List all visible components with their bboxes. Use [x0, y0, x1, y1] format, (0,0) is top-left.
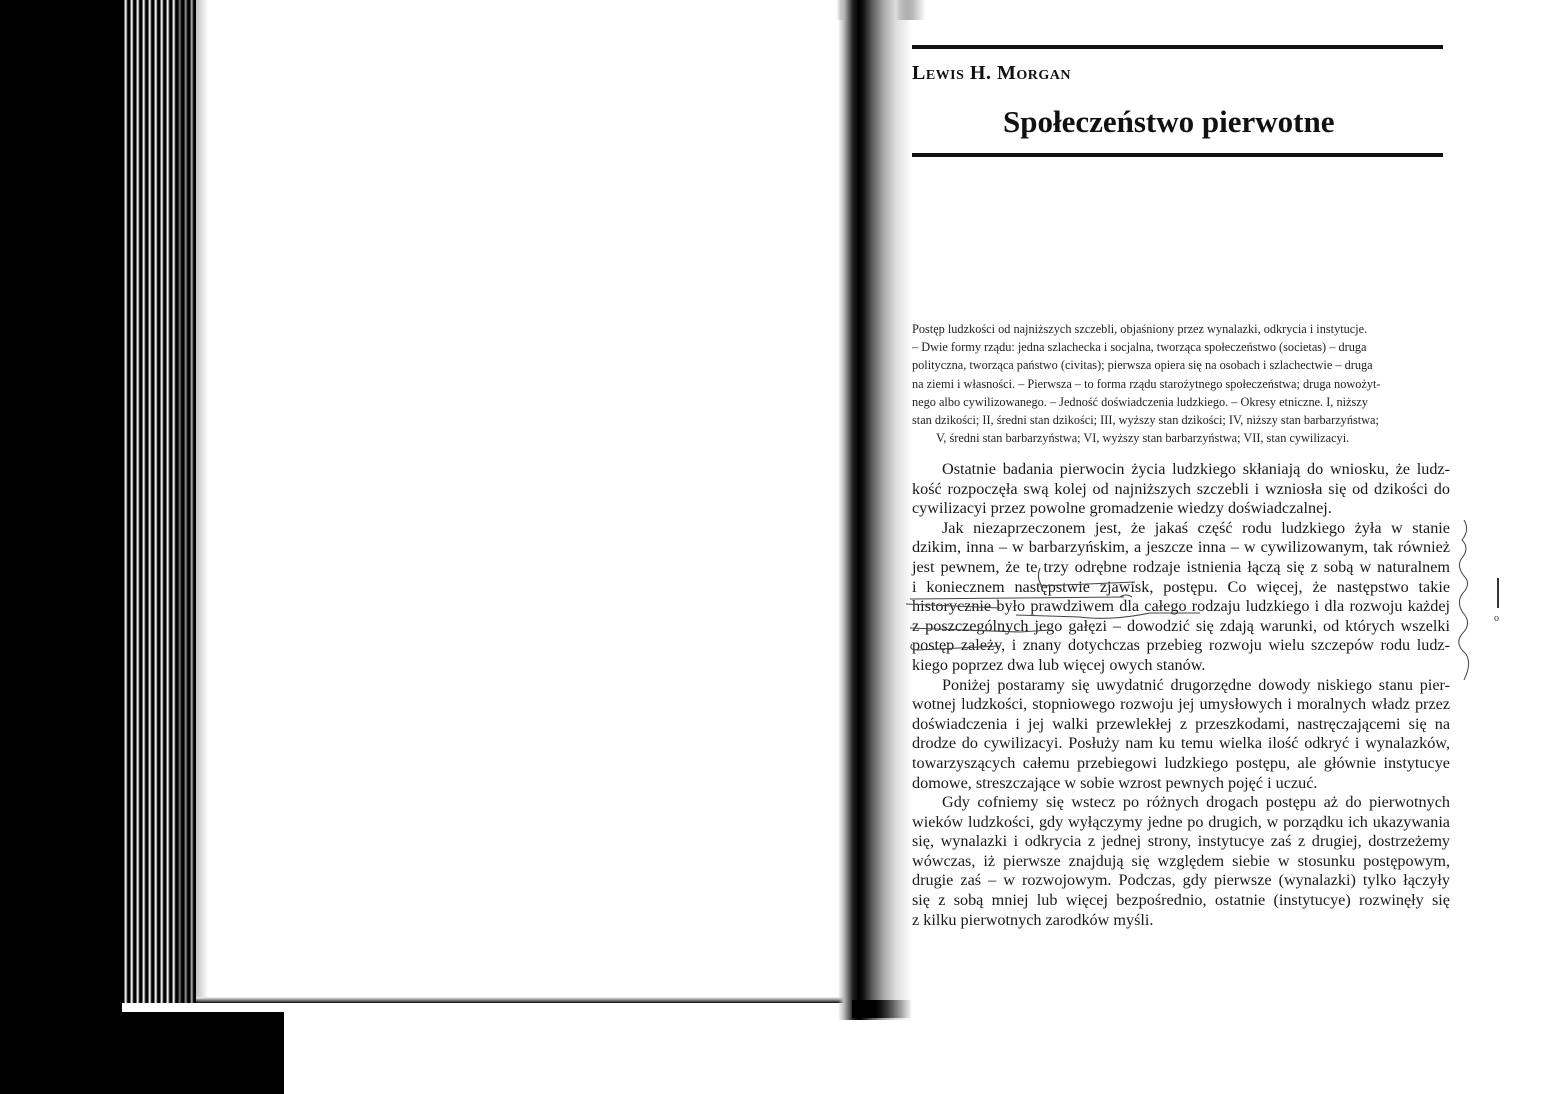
gutter-bottom-shadow — [852, 1000, 912, 1018]
body-line: towarzyszących całemu przebiegowi ludzkiego postępu, ale głównie instytucye — [912, 753, 1450, 772]
chapter-summary — [912, 320, 1448, 447]
author-name: Lewis H. Morgan — [912, 62, 1071, 84]
header-rule-top — [912, 45, 1443, 49]
book-gutter-shadow — [838, 0, 912, 1020]
body-line: Ostatnie badania pierwocin życia ludzkiego skłaniają do wniosku, że ludz- — [942, 460, 1450, 478]
scan-dark-corner — [0, 1012, 284, 1094]
scan-dark-edge — [0, 0, 122, 1094]
body-line: Poniżej postaramy się uwydatnić drugorzędne dowody niskiego stanu pier- — [942, 675, 1450, 694]
body-line: wieków ludzkości, gdy wyłączymy jedne po drugich, w porządku ich ukazywania — [912, 812, 1450, 831]
body-line: z poszczególnych jego gałęzi – dowodzić się zdają warunki, od których wszelki — [912, 616, 1450, 635]
body-line: wotnej ludzkości, stopniowego rozwoju jej umysłowych i moralnych władz przez — [912, 695, 1450, 714]
summary-line: – Dwie formy rządu: jedna szlachecka i socjalna, tworząca społeczeństwo (societas) – druga — [912, 340, 1367, 355]
book-edge-shadow — [178, 0, 208, 1003]
left-page-bottom-edge — [196, 997, 856, 1003]
body-line: wówczas, iż pierwsze znajdują się względem siebie w stosunku postępowym, — [912, 851, 1450, 870]
summary-line: stan dzikości; II, średni stan dzikości; III, wyższy stan dzikości; IV, niższy stan barbarzyństwa; — [912, 413, 1379, 428]
summary-line: Postęp ludzkości od najniższych szczebli, objaśniony przez wynalazki, odkrycia i instytucje. — [912, 322, 1368, 336]
body-line: cywilizacyi przez powolne gromadzenie wiedzy doświadczalnej. — [912, 499, 1332, 518]
margin-vertical-mark — [1497, 578, 1499, 608]
body-line: i koniecznem następstwie zjawisk, postępu. Co więcej, że następstwo takie — [912, 577, 1450, 596]
body-line: postęp zależy, i znany dotychczas przebieg rozwoju wielu szczepów rodu ludz- — [912, 636, 1450, 655]
margin-brace-mark — [1458, 520, 1472, 680]
body-line: kość rozpoczęła swą kolej od najniższych szczebli i wzniosła się od dzikości do — [912, 479, 1450, 498]
body-line: Gdy cofniemy się wstecz po różnych drogach postępu aż do pierwotnych — [942, 793, 1450, 812]
body-line: się, wynalazki i odkrycia z jednej strony, instytucye zaś z drugiej, dostrzeżemy — [912, 832, 1450, 851]
body-line: domowe, streszczające w sobie wzrost pewnych pojęć i uczuć. — [912, 773, 1318, 792]
margin-circle-mark: o — [1494, 613, 1499, 624]
pencil-underlines — [900, 557, 1460, 670]
body-line: Jak niezaprzeczonem jest, że jakaś część rodu ludzkiego żyła w stanie — [942, 518, 1450, 537]
body-line: kiego poprzez dwa lub więcej owych stanów. — [912, 655, 1206, 674]
chapter-title: Społeczeństwo pierwotne — [1003, 104, 1335, 139]
body-line: jest pewnem, że te trzy odrębne rodzaje istnienia łączą się z sobą w naturalnem — [912, 557, 1450, 576]
body-line: z kilku pierwotnych zarodków myśli. — [912, 910, 1154, 929]
body-text — [912, 460, 1450, 930]
summary-line: V, średni stan barbarzyństwa; VI, wyższy stan barbarzyństwa; VII, stan cywilizacyi. — [936, 431, 1350, 446]
body-line: doświadczenia i jej walki przewlekłej z przeszkodami, nastręczającemi się na — [912, 714, 1450, 733]
body-line: się z sobą mniej lub więcej bezpośrednio, ostatnie (instytucye) rozwinęły się — [912, 891, 1450, 910]
header-rule-bottom — [912, 153, 1443, 157]
summary-line: nego albo cywilizowanego. – Jedność doświadczenia ludzkiego. – Okresy etniczne. I, niższy — [912, 394, 1368, 409]
body-line: drodze do cywilizacyi. Posłuży nam ku temu wielka ilość odkryć i wynalazków, — [912, 734, 1450, 753]
body-line: drugie zaś – w rozwojowym. Podczas, gdy pierwsze (wynalazki) tylko łączyły — [912, 871, 1450, 890]
summary-line: na ziemi i własności. – Pierwsza – to forma rządu starożytnego społeczeństwa; druga nowożyt- — [912, 376, 1381, 391]
summary-line: polityczna, tworząca państwo (civitas); pierwsza opiera się na osobach i szlachectwie – druga — [912, 358, 1373, 373]
body-line: historycznie było prawdziwem dla całego rodzaju ludzkiego i dla rozwoju każdej — [912, 597, 1450, 616]
body-line: dzikim, inna – w barbarzyńskim, a jeszcze inna – w cywilizowanym, tak również — [912, 538, 1450, 557]
